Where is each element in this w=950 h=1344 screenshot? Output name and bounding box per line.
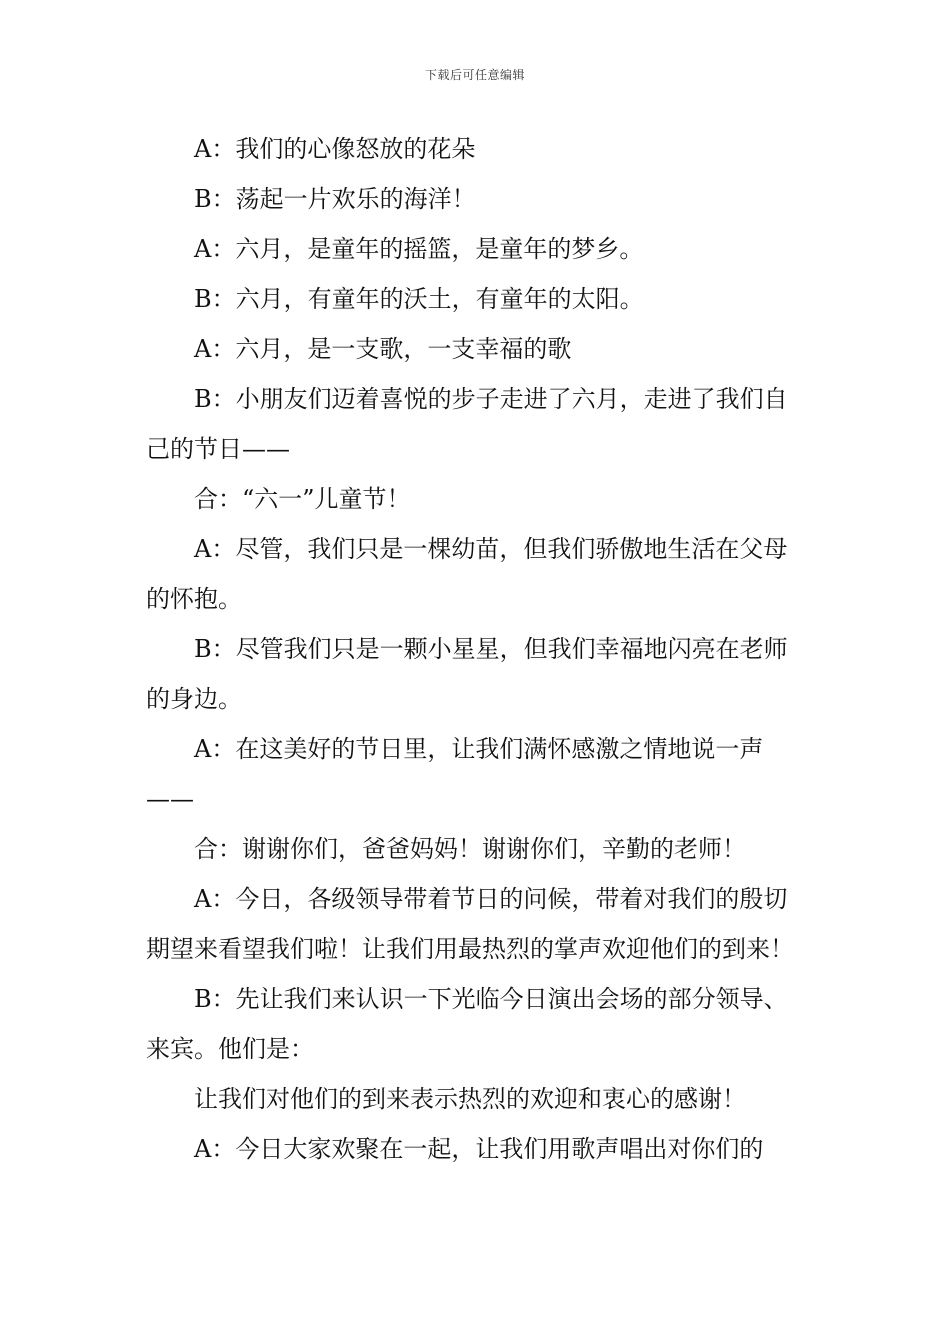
paragraph: 合：“六一”儿童节！ — [194, 485, 411, 513]
paragraph: A：我们的心像怒放的花朵 — [194, 135, 476, 163]
page-header: 下载后可任意编辑 — [424, 68, 525, 82]
paragraph: A：在这美好的节日里，让我们满怀感激之情地说一声—— — [146, 735, 764, 813]
paragraph: A：尽管，我们只是一棵幼苗，但我们骄傲地生活在父母的怀抱。 — [146, 535, 788, 613]
paragraph: 合：谢谢你们，爸爸妈妈！谢谢你们，辛勤的老师！ — [194, 835, 746, 863]
paragraph: A：今日大家欢聚在一起，让我们用歌声唱出对你们的 — [194, 1135, 764, 1163]
paragraph: A：今日，各级领导带着节日的问候，带着对我们的殷切期望来看望我们啦！让我们用最热烈的掌声欢迎他们的到来！ — [146, 885, 794, 963]
paragraph: A：六月，是童年的摇篮，是童年的梦乡。 — [194, 235, 644, 263]
paragraph: B：小朋友们迈着喜悦的步子走进了六月，走进了我们自己的节日—— — [146, 385, 788, 463]
paragraph: B：六月，有童年的沃土，有童年的太阳。 — [194, 285, 644, 313]
paragraph: B：尽管我们只是一颗小星星，但我们幸福地闪亮在老师的身边。 — [146, 635, 788, 713]
document-body — [146, 124, 810, 1174]
paragraph: 让我们对他们的到来表示热烈的欢迎和衷心的感谢！ — [194, 1085, 746, 1113]
paragraph: B：荡起一片欢乐的海洋！ — [194, 185, 476, 213]
paragraph: B：先让我们来认识一下光临今日演出会场的部分领导、来宾。他们是： — [146, 985, 788, 1063]
paragraph: A：六月，是一支歌，一支幸福的歌 — [194, 335, 572, 363]
